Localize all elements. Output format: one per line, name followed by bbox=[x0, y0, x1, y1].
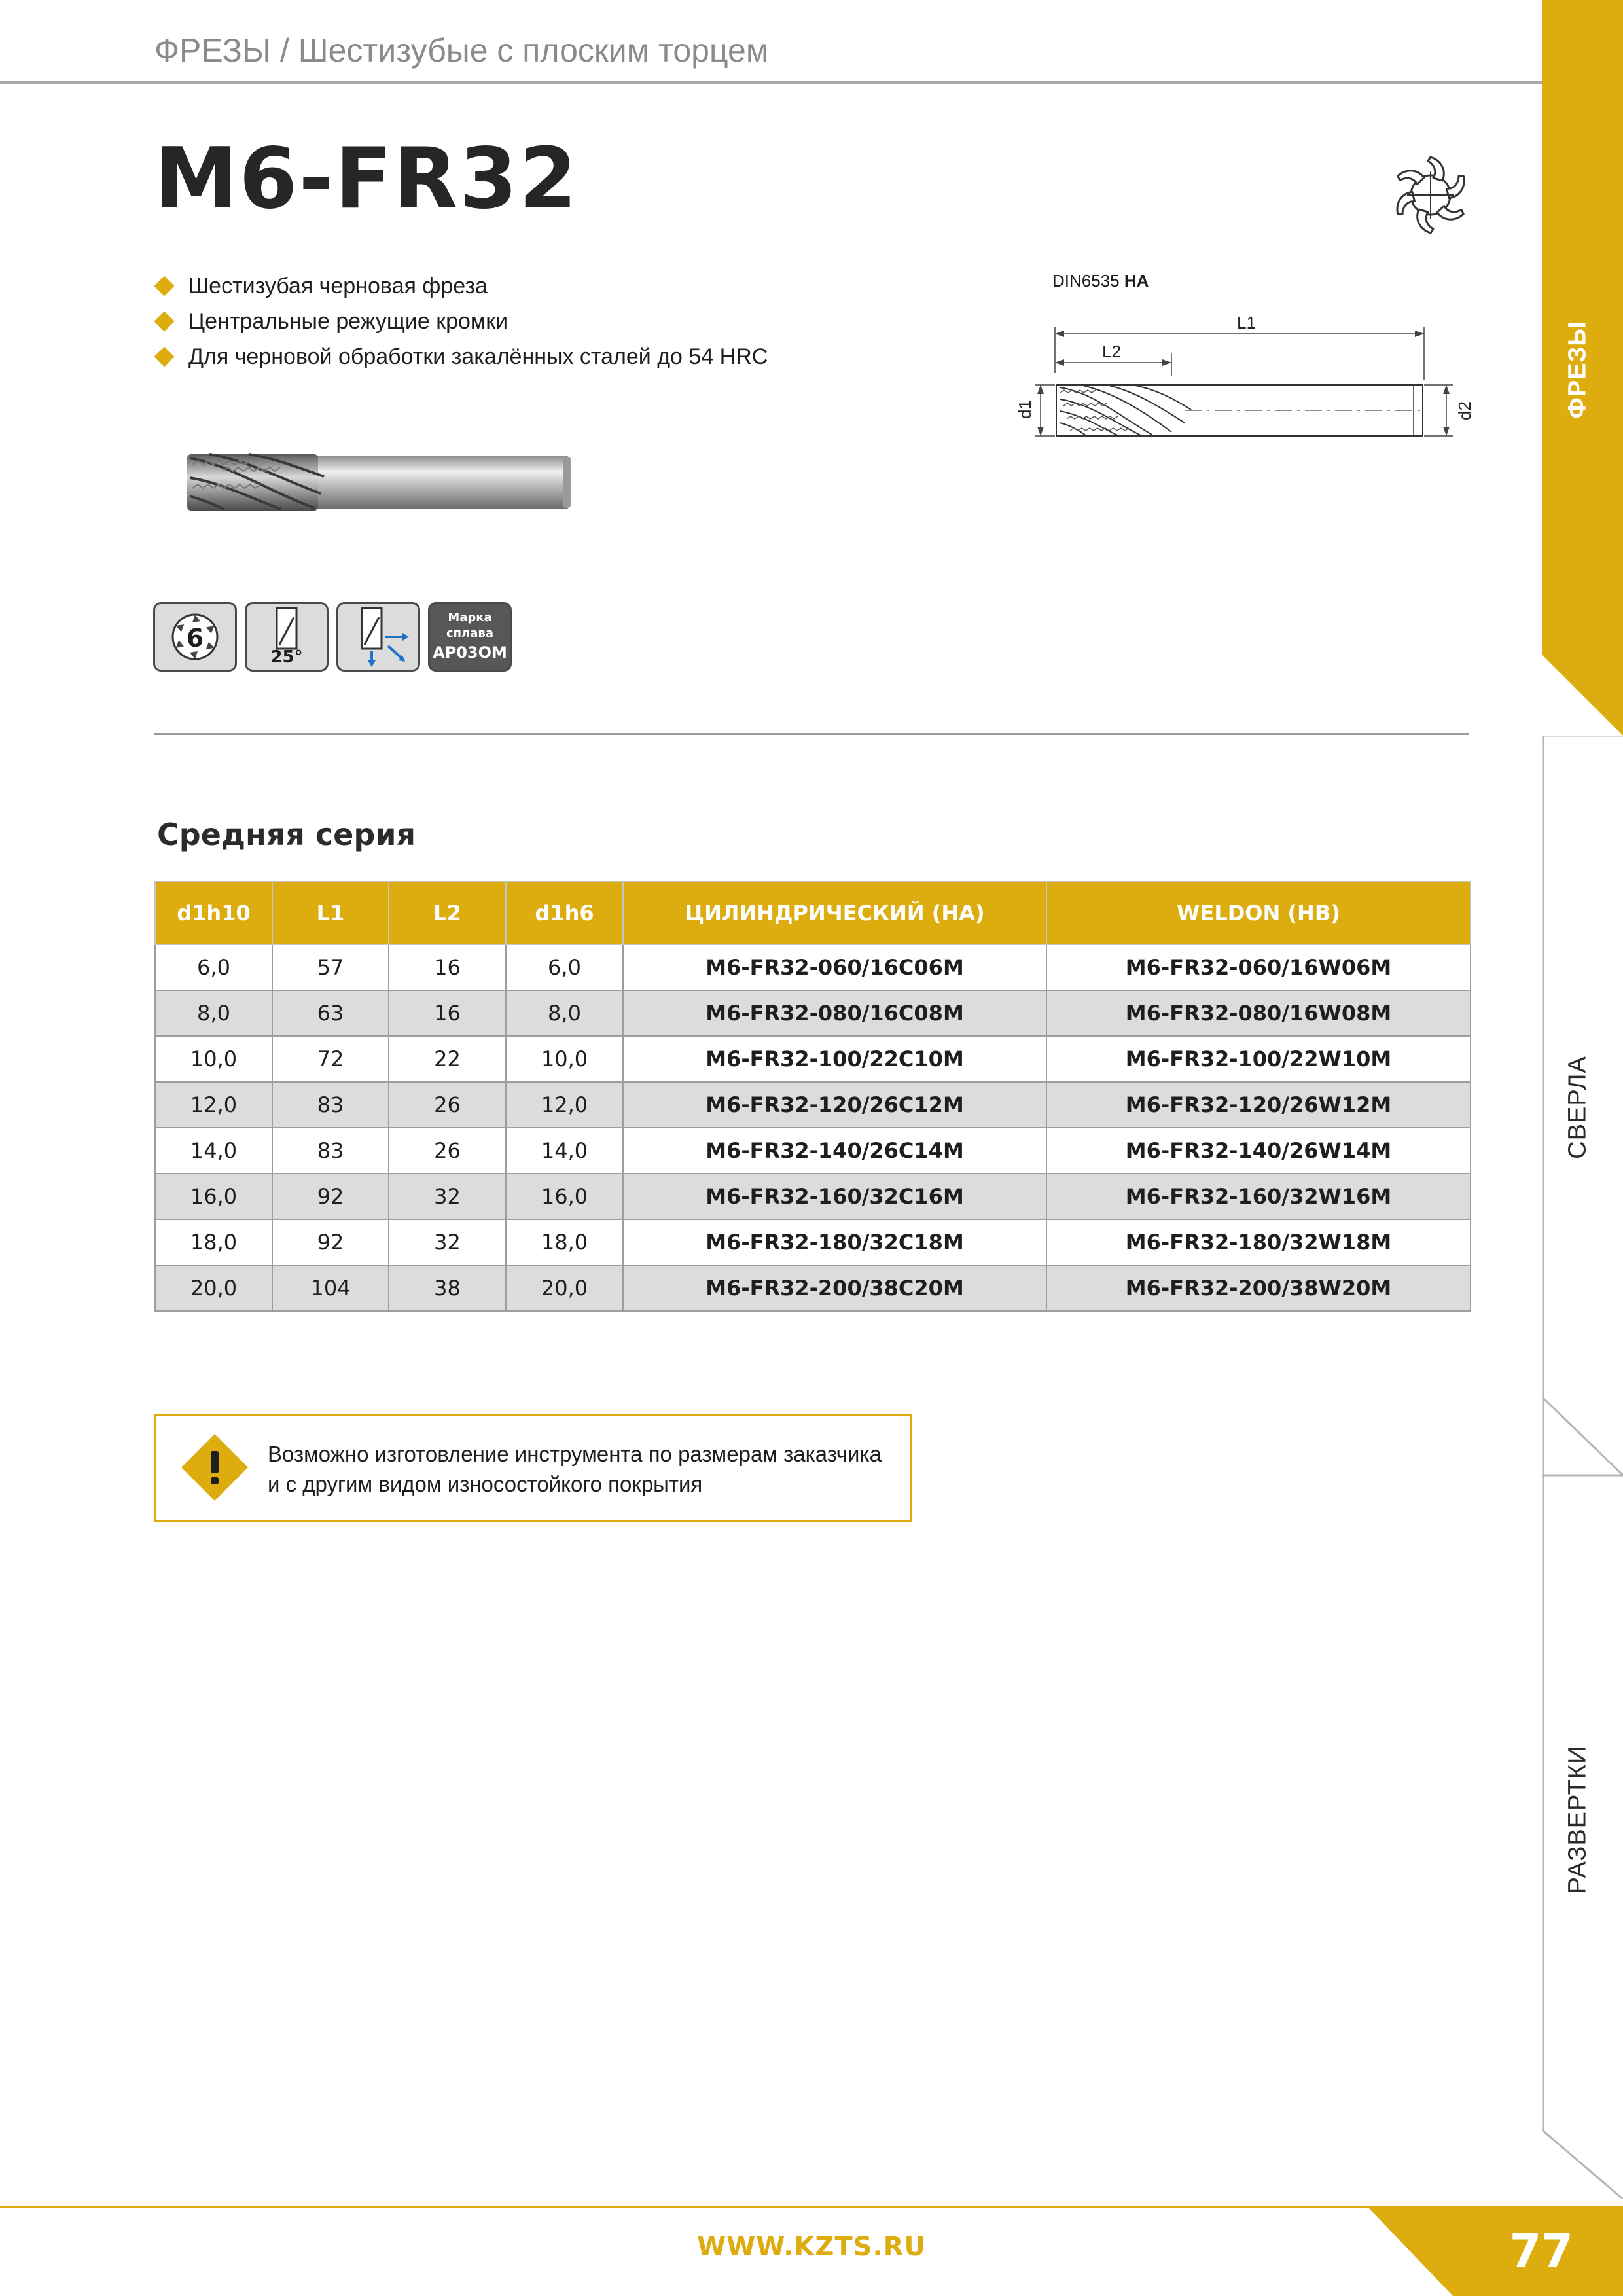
table-cell: 14,0 bbox=[155, 1128, 272, 1174]
header-divider bbox=[0, 81, 1542, 84]
table-row bbox=[155, 1174, 1471, 1219]
table-cell: 26 bbox=[389, 1082, 506, 1128]
table-cell: 6,0 bbox=[155, 944, 272, 990]
note-text: Возможно изготовление инструмента по размерам заказчика и с другим видом износостойкого покрытия bbox=[268, 1442, 882, 1496]
table-cell: 16,0 bbox=[155, 1174, 272, 1219]
table-cell: 83 bbox=[272, 1128, 389, 1174]
column-header: WELDON (HB) bbox=[1046, 882, 1471, 944]
table-cell: M6-FR32-200/38W20M bbox=[1046, 1265, 1471, 1311]
section-divider bbox=[154, 733, 1469, 735]
center-cutting-icon bbox=[336, 602, 420, 672]
svg-text:d1: d1 bbox=[1015, 400, 1035, 419]
table-cell: 18,0 bbox=[506, 1219, 623, 1265]
table-cell: 8,0 bbox=[506, 990, 623, 1036]
table-cell: 104 bbox=[272, 1265, 389, 1311]
table-cell: M6-FR32-180/32W18M bbox=[1046, 1219, 1471, 1265]
website-link[interactable]: WWW.KZTS.RU bbox=[697, 2232, 926, 2262]
din-standard-label: DIN6535 HA bbox=[1052, 271, 1149, 291]
feature-item: Для черновой обработки закалённых сталей до 54 HRC bbox=[154, 339, 768, 374]
table-row bbox=[155, 944, 1471, 990]
column-header: L1 bbox=[272, 882, 389, 944]
diamond-bullet-icon bbox=[154, 346, 174, 367]
table-row bbox=[155, 990, 1471, 1036]
table-cell: 22 bbox=[389, 1036, 506, 1082]
spec-table bbox=[154, 881, 1471, 1312]
side-tab-reamers-label: РАЗВЕРТКИ bbox=[1563, 1745, 1592, 1894]
table-cell: 12,0 bbox=[155, 1082, 272, 1128]
table-cell: 20,0 bbox=[506, 1265, 623, 1311]
table-cell: M6-FR32-120/26W12M bbox=[1046, 1082, 1471, 1128]
table-row bbox=[155, 1219, 1471, 1265]
table-cell: 32 bbox=[389, 1219, 506, 1265]
product-title: M6-FR32 bbox=[154, 130, 579, 228]
side-tab-milling-label: ФРЕЗЫ bbox=[1563, 321, 1592, 419]
alloy-grade-badge: Марка сплава AP03OM bbox=[428, 602, 512, 672]
table-cell: 16,0 bbox=[506, 1174, 623, 1219]
table-cell: M6-FR32-060/16C06M bbox=[623, 944, 1046, 990]
table-cell: M6-FR32-140/26W14M bbox=[1046, 1128, 1471, 1174]
custom-order-note bbox=[154, 1414, 912, 1522]
svg-text:d2: d2 bbox=[1455, 401, 1474, 420]
table-section-title: Средняя серия bbox=[157, 817, 416, 852]
table-cell: M6-FR32-060/16W06M bbox=[1046, 944, 1471, 990]
table-cell: 83 bbox=[272, 1082, 389, 1128]
table-cell: M6-FR32-080/16W08M bbox=[1046, 990, 1471, 1036]
svg-text:L1: L1 bbox=[1237, 313, 1256, 332]
warning-icon bbox=[180, 1433, 249, 1502]
table-cell: 12,0 bbox=[506, 1082, 623, 1128]
column-header: ЦИЛИНДРИЧЕСКИЙ (HA) bbox=[623, 882, 1046, 944]
feature-item: Центральные режущие кромки bbox=[154, 304, 768, 339]
table-cell: M6-FR32-100/22W10M bbox=[1046, 1036, 1471, 1082]
table-cell: 63 bbox=[272, 990, 389, 1036]
feature-list bbox=[154, 268, 768, 374]
cutter-end-view-icon bbox=[1387, 152, 1474, 238]
feature-item: Шестизубая черновая фреза bbox=[154, 268, 768, 304]
helix-angle-icon: 25° bbox=[245, 602, 329, 672]
table-cell: 10,0 bbox=[506, 1036, 623, 1082]
table-cell: M6-FR32-120/26C12M bbox=[623, 1082, 1046, 1128]
table-cell: 32 bbox=[389, 1174, 506, 1219]
column-header: d1h6 bbox=[506, 882, 623, 944]
table-row bbox=[155, 1036, 1471, 1082]
table-row bbox=[155, 1082, 1471, 1128]
side-tab-drills-label: СВЕРЛА bbox=[1563, 1056, 1592, 1159]
technical-drawing bbox=[995, 301, 1479, 458]
table-cell: 10,0 bbox=[155, 1036, 272, 1082]
table-cell: M6-FR32-200/38C20M bbox=[623, 1265, 1046, 1311]
column-header: d1h10 bbox=[155, 882, 272, 944]
table-cell: 20,0 bbox=[155, 1265, 272, 1311]
table-header-row bbox=[155, 882, 1471, 944]
table-cell: M6-FR32-160/32C16M bbox=[623, 1174, 1046, 1219]
table-row bbox=[155, 1128, 1471, 1174]
table-cell: 8,0 bbox=[155, 990, 272, 1036]
table-cell: 26 bbox=[389, 1128, 506, 1174]
table-cell: 38 bbox=[389, 1265, 506, 1311]
table-row bbox=[155, 1265, 1471, 1311]
page-number: 77 bbox=[1509, 2224, 1573, 2278]
svg-text:L2: L2 bbox=[1102, 342, 1121, 361]
table-cell: 92 bbox=[272, 1219, 389, 1265]
table-cell: 57 bbox=[272, 944, 389, 990]
diamond-bullet-icon bbox=[154, 276, 174, 296]
table-cell: M6-FR32-080/16C08M bbox=[623, 990, 1046, 1036]
table-cell: 14,0 bbox=[506, 1128, 623, 1174]
table-cell: 18,0 bbox=[155, 1219, 272, 1265]
table-cell: 72 bbox=[272, 1036, 389, 1082]
column-header: L2 bbox=[389, 882, 506, 944]
table-cell: M6-FR32-160/32W16M bbox=[1046, 1174, 1471, 1219]
table-cell: 92 bbox=[272, 1174, 389, 1219]
table-cell: M6-FR32-180/32C18M bbox=[623, 1219, 1046, 1265]
breadcrumb: ФРЕЗЫ / Шестизубые с плоским торцем bbox=[154, 32, 769, 69]
table-cell: 6,0 bbox=[506, 944, 623, 990]
tool-photo-illustration bbox=[183, 445, 576, 517]
table-cell: M6-FR32-140/26C14M bbox=[623, 1128, 1046, 1174]
teeth-count-icon: 6 bbox=[153, 602, 237, 672]
table-cell: 16 bbox=[389, 990, 506, 1036]
table-cell: 16 bbox=[389, 944, 506, 990]
table-cell: M6-FR32-100/22C10M bbox=[623, 1036, 1046, 1082]
diamond-bullet-icon bbox=[154, 311, 174, 331]
